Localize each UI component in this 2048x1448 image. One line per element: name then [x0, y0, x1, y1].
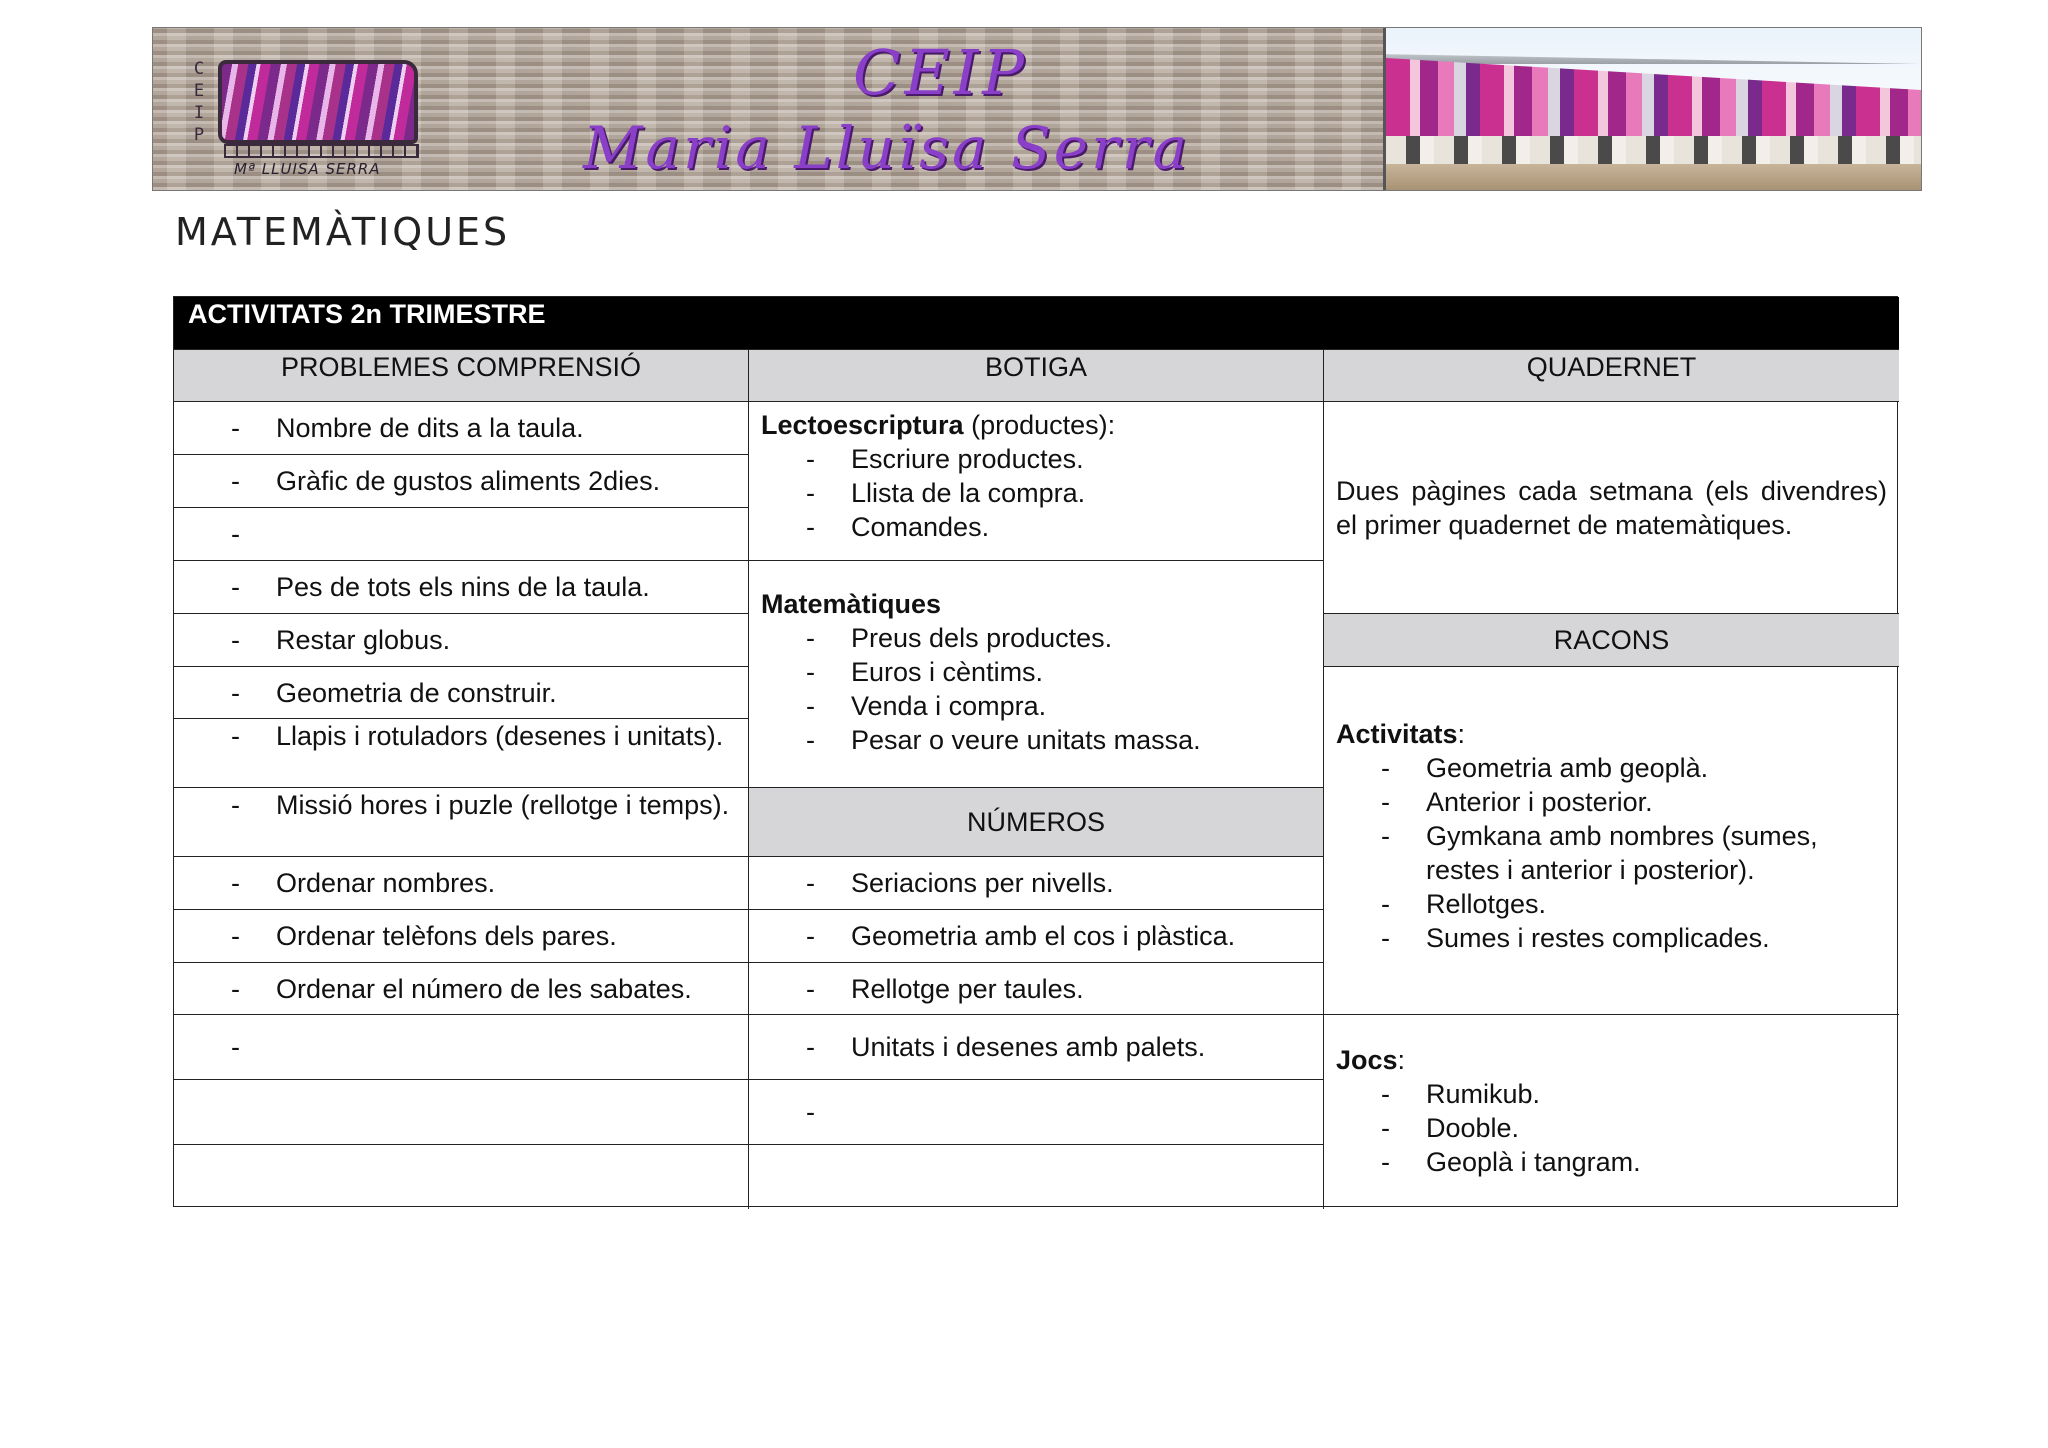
dash: -	[806, 725, 815, 755]
header-racons: RACONS	[1324, 614, 1899, 667]
jocs-title: Jocs	[1336, 1045, 1398, 1075]
dash: -	[231, 921, 240, 951]
list-item	[1336, 921, 1887, 955]
logo-drawing	[218, 60, 418, 144]
dash: -	[1381, 1147, 1390, 1177]
activitats-item: Anterior i posterior.	[1426, 787, 1653, 817]
logo-letter-e: E	[193, 81, 205, 101]
building-ground	[1386, 164, 1921, 191]
problemes-text: Ordenar telèfons dels pares.	[276, 921, 617, 951]
school-logo	[188, 48, 438, 176]
dash: -	[806, 512, 815, 542]
school-banner	[152, 27, 1922, 191]
dash: -	[806, 1032, 815, 1062]
empty-cell	[174, 1080, 749, 1145]
problemes-row	[174, 963, 749, 1015]
problemes-row	[174, 667, 749, 719]
mates-item: Preus dels productes.	[851, 623, 1113, 653]
numeros-row	[749, 963, 1324, 1015]
logo-letters	[190, 58, 208, 146]
problemes-text: Missió hores i puzle (rellotge i temps).	[276, 790, 730, 820]
problemes-row	[174, 910, 749, 963]
header-problemes: PROBLEMES COMPRENSIÓ	[174, 350, 749, 402]
header-numeros: NÚMEROS	[749, 788, 1324, 857]
dash: -	[806, 921, 815, 951]
dash: -	[231, 625, 240, 655]
numeros-text: Seriacions per nivells.	[851, 868, 1114, 898]
dash: -	[806, 444, 815, 474]
problemes-text: Ordenar nombres.	[276, 868, 496, 898]
dash: -	[806, 657, 815, 687]
dash: -	[806, 868, 815, 898]
lecto-title: Lectoescriptura	[761, 410, 964, 440]
quadernet-text: Dues pàgines cada setmana (els divendres) el primer quadernet de matemàtiques.	[1324, 402, 1899, 614]
list-item	[761, 442, 1311, 476]
racons-jocs	[1324, 1015, 1899, 1209]
dash: -	[806, 478, 815, 508]
dash: -	[231, 868, 240, 898]
problemes-row	[174, 455, 749, 508]
dash: -	[231, 1032, 240, 1062]
subject-heading: MATEMÀTIQUES	[175, 210, 511, 254]
lecto-heading	[761, 408, 1311, 442]
mates-item: Venda i compra.	[851, 691, 1047, 721]
banner-title-ceip: CEIP	[853, 36, 1028, 109]
problemes-row	[174, 402, 749, 455]
building-facade	[1386, 58, 1921, 138]
header-botiga: BOTIGA	[749, 350, 1324, 402]
list-item	[1336, 1111, 1887, 1145]
lecto-item: Llista de la compra.	[851, 478, 1086, 508]
dash: -	[1381, 753, 1390, 783]
logo-letter-p: P	[193, 125, 205, 145]
dash: -	[231, 413, 240, 443]
dash: -	[806, 1097, 815, 1127]
jocs-item: Geoplà i tangram.	[1426, 1147, 1641, 1177]
problemes-row	[174, 719, 749, 788]
jocs-colon: :	[1397, 1045, 1406, 1075]
mates-item: Euros i cèntims.	[851, 657, 1044, 687]
dash: -	[1381, 821, 1390, 851]
dash: -	[806, 623, 815, 653]
list-item	[761, 510, 1311, 544]
botiga-lectoescriptura	[749, 402, 1324, 561]
lecto-item: Comandes.	[851, 512, 990, 542]
problemes-text: Pes de tots els nins de la taula.	[276, 572, 650, 602]
dash: -	[1381, 889, 1390, 919]
problemes-text: Restar globus.	[276, 625, 451, 655]
logo-caption: Mª LLUISA SERRA	[234, 160, 381, 178]
mates-title: Matemàtiques	[761, 589, 942, 619]
racons-activitats	[1324, 667, 1899, 1015]
numeros-row	[749, 910, 1324, 963]
list-item	[1336, 819, 1887, 887]
dash: -	[231, 466, 240, 496]
dash: -	[1381, 787, 1390, 817]
dash: -	[1381, 1079, 1390, 1109]
list-item	[761, 476, 1311, 510]
list-item	[761, 689, 1311, 723]
mates-item: Pesar o veure unitats massa.	[851, 725, 1201, 755]
building-roof	[1386, 50, 1921, 64]
list-item	[1336, 785, 1887, 819]
header-quadernet: QUADERNET	[1324, 350, 1899, 402]
logo-letter-c: C	[193, 59, 205, 79]
activitats-item: Geometria amb geoplà.	[1426, 753, 1709, 783]
dash: -	[231, 572, 240, 602]
problemes-text: Geometria de construir.	[276, 677, 557, 708]
problemes-row	[174, 508, 749, 561]
jocs-item: Rumikub.	[1426, 1079, 1541, 1109]
numeros-row	[749, 1015, 1324, 1080]
banner-title-school-name: Maria Lluïsa Serra	[583, 114, 1191, 182]
activitats-item: Rellotges.	[1426, 889, 1547, 919]
dash: -	[231, 519, 240, 549]
dash: -	[231, 973, 240, 1004]
activitats-item: Gymkana amb nombres (sumes, restes i anterior i posterior).	[1426, 821, 1818, 885]
activitats-heading	[1336, 717, 1887, 751]
problemes-row	[174, 561, 749, 614]
activitats-colon: :	[1457, 719, 1466, 749]
logo-building-drawing	[224, 144, 419, 158]
problemes-text: Ordenar el número de les sabates.	[276, 973, 692, 1004]
dash: -	[231, 677, 240, 708]
problemes-text: Llapis i rotuladors (desenes i unitats).	[276, 721, 724, 751]
problemes-text: Gràfic de gustos aliments 2dies.	[276, 466, 661, 496]
empty-cell	[749, 1145, 1324, 1209]
building-base	[1386, 136, 1921, 164]
dash: -	[806, 973, 815, 1004]
lecto-suffix: (productes):	[963, 410, 1116, 440]
numeros-row	[749, 1080, 1324, 1145]
botiga-matematiques	[749, 561, 1324, 788]
list-item	[761, 621, 1311, 655]
table-title: ACTIVITATS 2n TRIMESTRE	[174, 297, 1899, 350]
banner-brick-wall	[153, 28, 1383, 190]
problemes-text: Nombre de dits a la taula.	[276, 413, 584, 443]
list-item	[1336, 887, 1887, 921]
empty-cell	[174, 1145, 749, 1209]
list-item	[761, 655, 1311, 689]
list-item	[761, 723, 1311, 757]
jocs-heading	[1336, 1043, 1887, 1077]
activitats-title: Activitats	[1336, 719, 1458, 749]
logo-letter-i: I	[193, 103, 205, 123]
dash: -	[1381, 923, 1390, 953]
mates-heading	[761, 587, 1311, 621]
list-item	[1336, 751, 1887, 785]
activities-table	[173, 296, 1898, 1207]
dash: -	[231, 721, 240, 751]
problemes-row	[174, 614, 749, 667]
list-item	[1336, 1145, 1887, 1179]
list-item	[1336, 1077, 1887, 1111]
numeros-text: Unitats i desenes amb palets.	[851, 1032, 1206, 1062]
dash: -	[231, 790, 240, 820]
problemes-row	[174, 788, 749, 857]
numeros-row	[749, 857, 1324, 910]
lecto-item: Escriure productes.	[851, 444, 1084, 474]
problemes-row	[174, 1015, 749, 1080]
numeros-text: Rellotge per taules.	[851, 973, 1084, 1004]
numeros-text: Geometria amb el cos i plàstica.	[851, 921, 1236, 951]
activitats-item: Sumes i restes complicades.	[1426, 923, 1770, 953]
jocs-item: Dooble.	[1426, 1113, 1520, 1143]
school-building-photo	[1383, 28, 1921, 190]
problemes-row	[174, 857, 749, 910]
dash: -	[806, 691, 815, 721]
dash: -	[1381, 1113, 1390, 1143]
